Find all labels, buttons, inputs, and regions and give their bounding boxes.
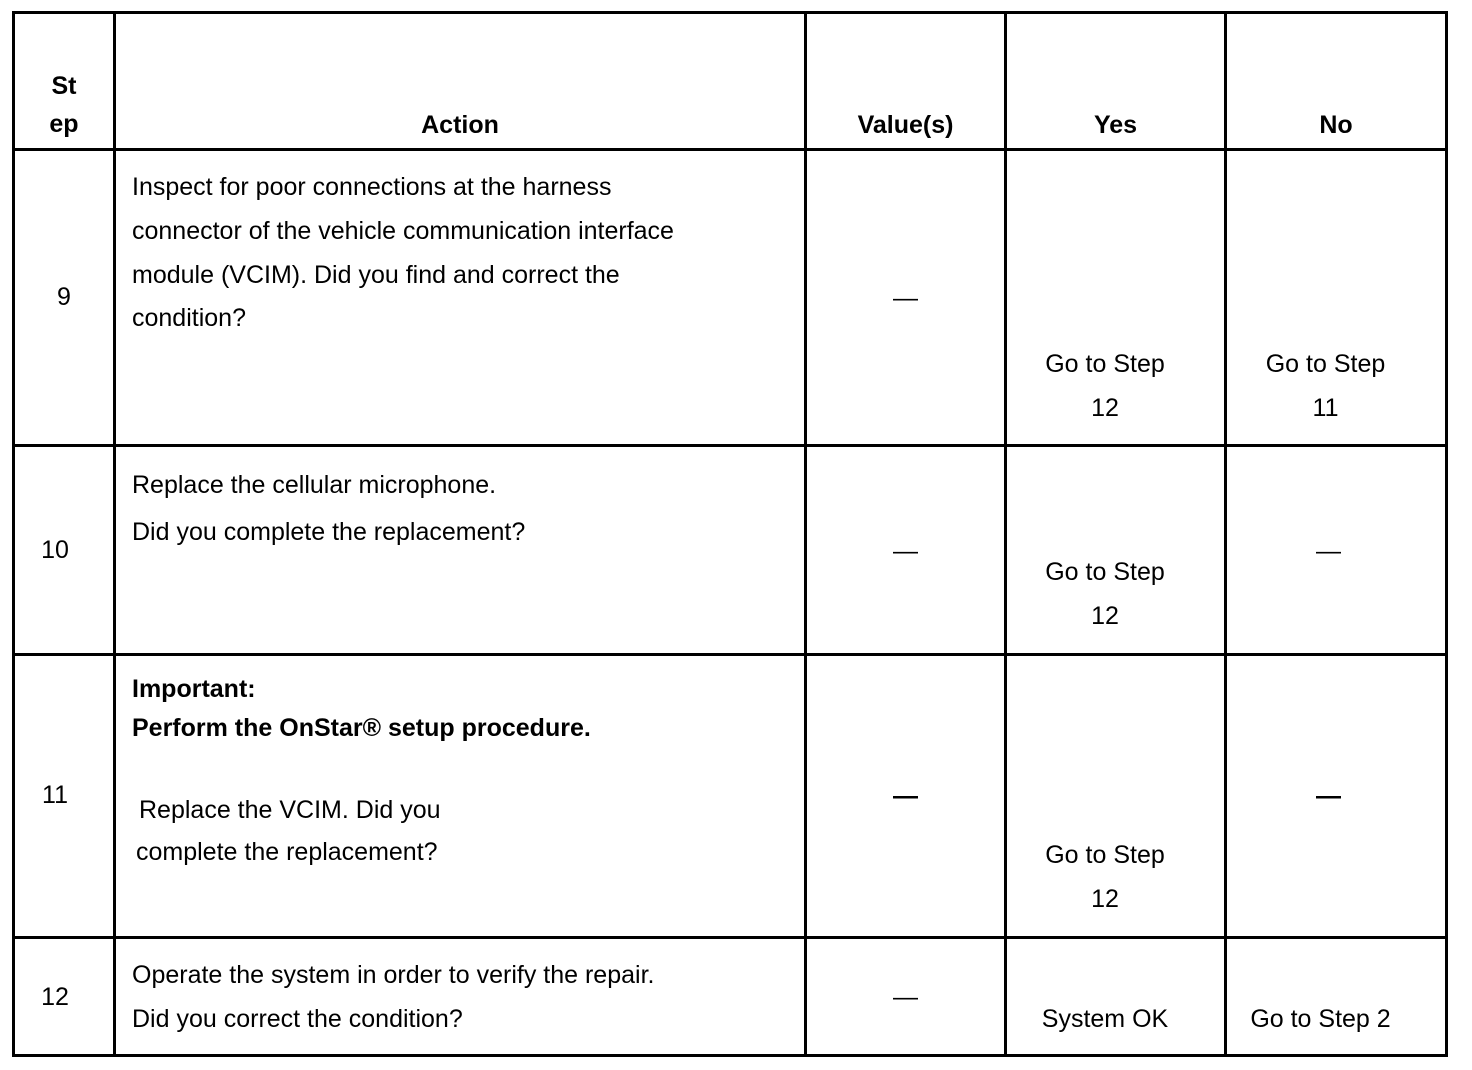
- row-divider: [12, 936, 1448, 939]
- yes-line: 12: [1091, 885, 1119, 913]
- action-line: complete the replacement?: [136, 838, 438, 866]
- header-step-line1: St: [51, 72, 77, 100]
- step-number-9: 9: [57, 283, 71, 311]
- no-11: —: [1316, 782, 1341, 810]
- yes-10: [1007, 550, 1203, 638]
- action-text-12: [132, 953, 802, 1041]
- header-yes: Yes: [1093, 111, 1138, 139]
- value-9: —: [893, 284, 918, 312]
- action-text-10: [132, 462, 802, 556]
- header-divider: [12, 148, 1448, 151]
- action-text-11: [136, 789, 802, 873]
- column-divider: [113, 11, 116, 1057]
- table-border-right: [1445, 11, 1448, 1057]
- action-line: module (VCIM). Did you find and correct the: [132, 261, 620, 289]
- step-number-10: 10: [41, 536, 69, 564]
- action-line: Replace the cellular microphone.: [132, 471, 497, 499]
- header-no: No: [1319, 111, 1353, 139]
- no-10: —: [1316, 537, 1341, 565]
- value-11: —: [893, 782, 918, 810]
- diagnostic-table: [12, 11, 1448, 1057]
- important-text: Perform the OnStar® setup procedure.: [132, 714, 591, 742]
- header-step: [15, 67, 113, 143]
- row-divider: [12, 444, 1448, 447]
- no-9: [1227, 342, 1424, 430]
- action-line: Did you correct the condition?: [132, 1005, 463, 1033]
- yes-line: 12: [1091, 602, 1119, 630]
- yes-line: Go to Step: [1045, 558, 1165, 586]
- no-line: 11: [1312, 394, 1339, 422]
- yes-line: Go to Step: [1045, 841, 1165, 869]
- action-line: Operate the system in order to verify the repair.: [132, 961, 655, 989]
- step-number-12: 12: [41, 983, 69, 1011]
- yes-11: [1007, 833, 1203, 921]
- yes-line: 12: [1091, 394, 1119, 422]
- header-action: Action: [421, 111, 499, 139]
- table-border-top: [12, 11, 1448, 14]
- header-step-line2: ep: [49, 110, 79, 138]
- no-12: Go to Step 2: [1250, 1005, 1391, 1033]
- action-line: condition?: [132, 304, 246, 332]
- yes-line: Go to Step: [1045, 350, 1165, 378]
- value-10: —: [893, 537, 918, 565]
- no-line: Go to Step: [1265, 350, 1386, 378]
- header-values: Value(s): [857, 111, 954, 139]
- yes-12: System OK: [1041, 1005, 1169, 1033]
- important-label: Important:: [132, 675, 256, 703]
- action-line: Inspect for poor connections at the harness: [132, 173, 612, 201]
- step-number-11: 11: [42, 781, 68, 809]
- yes-9: [1007, 342, 1203, 430]
- row-divider: [12, 653, 1448, 656]
- action-line: Replace the VCIM. Did you: [139, 796, 441, 824]
- value-12: —: [893, 983, 918, 1011]
- table-border-bottom: [12, 1054, 1448, 1057]
- action-line: Did you complete the replacement?: [132, 518, 526, 546]
- action-text-9: [132, 165, 802, 339]
- action-line: connector of the vehicle communication interface: [132, 217, 674, 245]
